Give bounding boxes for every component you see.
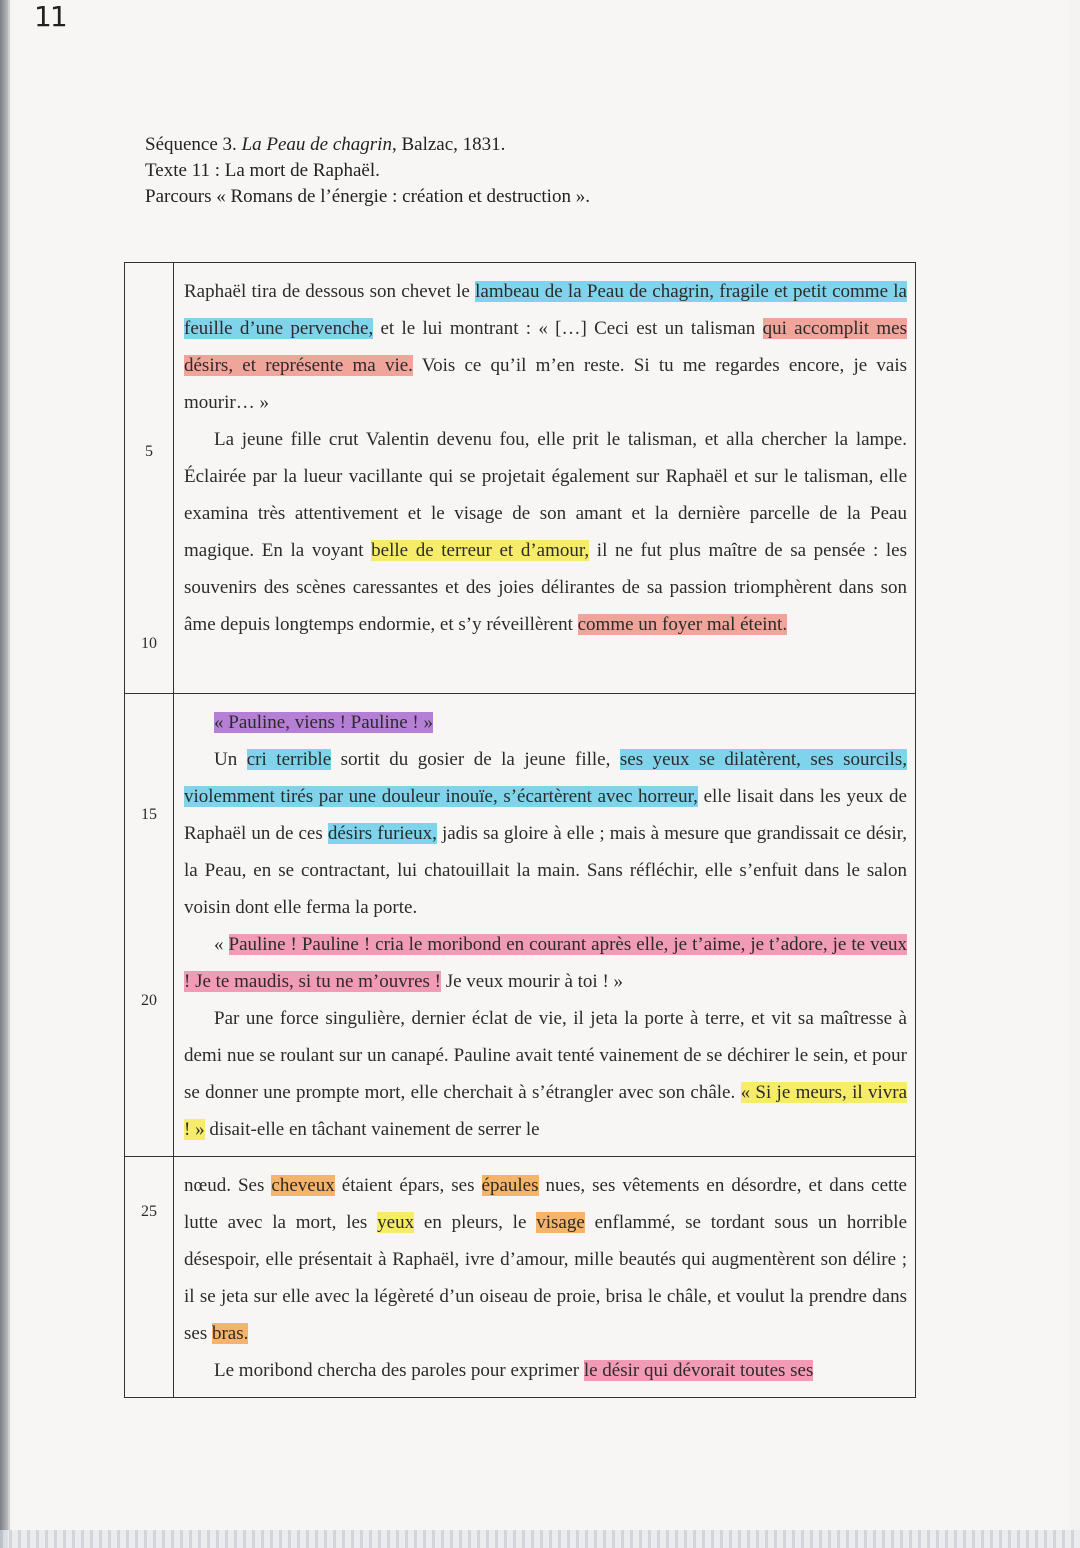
highlight-yellow: belle de terreur et d’amour, <box>371 540 590 561</box>
highlight-blue: ses yeux se dilatèrent, ses sourcils, violemment tirés par une douleur inouïe, s’écartèrent avec horreur, <box>184 749 907 807</box>
text-cell <box>174 694 916 1157</box>
plastic-sleeve-edge <box>0 1530 1080 1548</box>
handwritten-page-number: 11 <box>34 0 66 33</box>
document-header <box>145 132 590 210</box>
line-number: 5 <box>145 443 153 460</box>
paragraph: nœud. Ses cheveux étaient épars, ses épaules nues, ses vêtements en désordre, et dans cette lutte avec la mort, les yeux en pleurs, le visage enflammé, se tordant sous un horrible désespoir, elle présentait à Raphaël, ivre d’amour, mille beautés qui augmentèrent son délire ; il se jeta sur elle avec la légèreté d’un oiseau de proie, brisa le châle, et voulut la prendre dans ses bras. <box>184 1175 908 1344</box>
paragraph <box>184 704 907 741</box>
highlight-blue: lambeau de la Peau de chagrin, fragile et petit comme la feuille d’une pervenche, <box>184 281 907 339</box>
line-number: 10 <box>141 635 157 652</box>
highlight-salmon: qui accomplit mes désirs, et représente ma vie. <box>184 318 907 376</box>
highlight-blue: désirs furieux, <box>327 823 437 844</box>
line-number: 15 <box>141 806 157 823</box>
paragraph: Un cri terrible sortit du gosier de la jeune fille, ses yeux se dilatèrent, ses sourcils, violemment tirés par une douleur inouïe, s’écartèrent avec horreur, elle lisait dans les yeux de Raphaël un de ces désirs furieux, jadis sa gloire à elle ; mais à mesure que grandissait ce désir, la Peau, en se contractant, lui chatouillait la main. Sans réfléchir, elle s’enfuit dans le salon voisin dont elle ferma la porte. <box>184 749 907 918</box>
paragraph: « Pauline ! Pauline ! cria le moribond en courant après elle, je t’aime, je t’adore, je te veux ! Je te maudis, si tu ne m’ouvres ! Je veux mourir à toi ! » <box>184 934 908 992</box>
highlight-blue: cri terrible <box>246 749 332 770</box>
text-block-1 <box>125 263 916 694</box>
line-number: 20 <box>141 992 157 1009</box>
header-text-title: Texte 11 : La mort de Raphaël. <box>145 160 380 181</box>
text-cell <box>174 1157 916 1398</box>
text-table <box>124 262 916 1398</box>
highlight-yellow: « Si je meurs, il vivra ! » <box>184 1082 908 1140</box>
highlight-salmon: comme un foyer mal éteint. <box>577 614 788 635</box>
text-cell <box>174 263 916 694</box>
binder-edge <box>0 0 8 1548</box>
highlight-orange: visage <box>536 1212 585 1233</box>
text-block-2 <box>125 694 916 1157</box>
highlight-orange: bras. <box>211 1323 249 1344</box>
paragraph: Le moribond chercha des paroles pour exprimer le désir qui dévorait toutes ses <box>214 1360 814 1381</box>
highlight-purple: « Pauline, viens ! Pauline ! » <box>214 712 433 733</box>
text-block-3 <box>125 1157 916 1398</box>
book-title: La Peau de chagrin <box>241 134 392 155</box>
highlight-pink: le désir qui dévorait toutes ses <box>583 1360 814 1381</box>
header-sequence: Séquence 3. La Peau de chagrin, Balzac, 1831. <box>145 134 506 155</box>
line-number: 25 <box>141 1203 157 1220</box>
highlight-orange: cheveux <box>271 1175 335 1196</box>
line-number-column <box>125 263 174 694</box>
header-parcours: Parcours « Romans de l’énergie : création et destruction ». <box>145 186 590 207</box>
paragraph: La jeune fille crut Valentin devenu fou, elle prit le talisman, et alla chercher la lampe. Éclairée par la lueur vacillante qui se projetait également sur Raphaël et sur le talisman, elle examina très attentivement et le visage de son amant et la dernière parcelle de la Peau magique. En la voyant belle de terreur et d’amour, il ne fut plus maître de sa pensée : les souvenirs des scènes caressantes et des joies délirantes de sa passion triomphèrent dans son âme depuis longtemps endormie, et s’y réveillèrent comme un foyer mal éteint. <box>184 429 907 635</box>
highlight-yellow: yeux <box>377 1212 415 1233</box>
highlight-pink: Pauline ! Pauline ! cria le moribond en courant après elle, je t’aime, je t’adore, je te veux ! Je te maudis, si tu ne m’ouvres ! <box>184 934 908 992</box>
paragraph: Par une force singulière, dernier éclat de vie, il jeta la porte à terre, et vit sa maîtresse à demi nue se roulant sur un canapé. Pauline avait tenté vainement de se déchirer le sein, et pour se donner une prompte mort, elle cherchait à s’étrangler avec son châle. « Si je meurs, il vivra ! » disait-elle en tâchant vainement de serrer le <box>184 1008 908 1140</box>
paragraph: Raphaël tira de dessous son chevet le lambeau de la Peau de chagrin, fragile et petit comme la feuille d’une pervenche, et le lui montrant : « […] Ceci est un talisman qui accomplit mes désirs, et représente ma vie. Vois ce qu’il m’en reste. Si tu me regardes encore, je vais mourir… » <box>184 281 907 413</box>
line-number-column <box>125 694 174 1157</box>
line-number-column <box>125 1157 174 1398</box>
highlight-orange: épaules <box>481 1175 539 1196</box>
